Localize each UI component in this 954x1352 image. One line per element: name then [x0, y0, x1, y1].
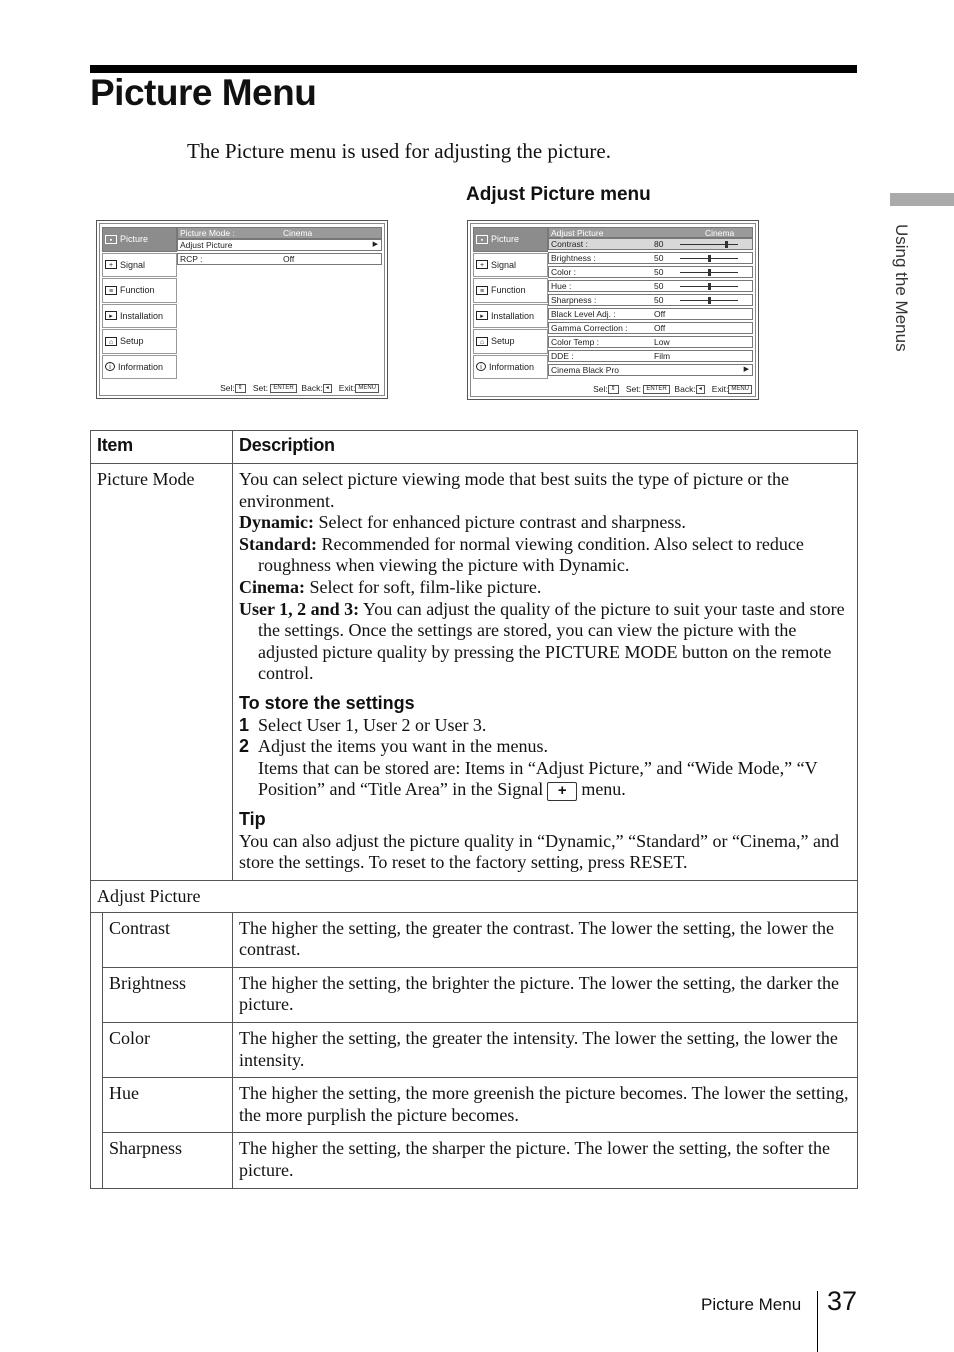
osd-menu-item-installation — [473, 304, 548, 329]
osd-menu-item-function — [102, 278, 177, 303]
osd-row-value: 50 — [654, 253, 664, 263]
osd-row-label: Hue : — [551, 281, 572, 291]
sharpness-slider — [680, 300, 738, 301]
table-row-hue — [91, 1078, 858, 1133]
mode-text: You can adjust the quality of the picture to suit your taste and store the settings. Once the settings are stored, you can view the picture with the adjusted picture quality by pressing the PICTURE MODE button on the remote control. — [258, 598, 845, 684]
table-cell-item: Color — [103, 1023, 233, 1078]
osd-row-sharpness — [548, 294, 753, 306]
table-header-row — [91, 431, 858, 464]
osd-row-label: Brightness : — [551, 253, 596, 263]
brightness-slider — [680, 258, 738, 259]
osd-menu-item-label: Signal — [120, 259, 146, 270]
osd-menu-list — [102, 227, 177, 380]
osd-row-label: Cinema Black Pro — [551, 365, 620, 375]
osd-menu-item-label: Installation — [491, 310, 535, 321]
osd-header-label: Adjust Picture — [551, 228, 604, 238]
mode-dynamic — [239, 512, 851, 534]
adjust-picture-menu-heading: Adjust Picture menu — [466, 184, 651, 205]
mode-term: Cinema: — [239, 576, 305, 597]
picture-mode-intro: You can select picture viewing mode that best suits the type of picture or the environment. — [239, 469, 790, 511]
osd-panel-header — [548, 227, 753, 238]
table-cell-description: The higher the setting, the greater the intensity. The lower the setting, the lower the intensity. — [233, 1023, 858, 1078]
mode-term: Dynamic: — [239, 512, 314, 533]
osd-menu-item-label: Installation — [120, 310, 164, 321]
osd-footer-back: Back: — [301, 382, 323, 393]
table-cell-description: The higher the setting, the sharper the picture. The lower the setting, the softer the picture. — [233, 1133, 858, 1188]
osd-row-rcp — [177, 253, 382, 265]
osd-row-dde — [548, 350, 753, 362]
setup-icon: ⌂ — [476, 337, 488, 346]
table-cell-item: Contrast — [103, 912, 233, 967]
osd-menu-item-information — [473, 355, 548, 380]
indent-cell — [91, 1133, 103, 1188]
picture-menu-table — [90, 430, 858, 1189]
osd-row-label: RCP : — [180, 254, 203, 264]
osd-row-value: 50 — [654, 281, 664, 291]
osd-row-value: 50 — [654, 267, 664, 277]
enter-key-icon: ENTER — [643, 385, 669, 394]
table-cell-description: The higher the setting, the more greenish the picture becomes. The lower the setting, the more purplish the picture becomes. — [233, 1078, 858, 1133]
mode-term: User 1, 2 and 3: — [239, 598, 360, 619]
installation-icon: ▸ — [476, 311, 488, 320]
osd-footer — [220, 383, 379, 393]
step-text — [258, 736, 851, 801]
table-cell-item: Brightness — [103, 967, 233, 1022]
footer-section-label: Picture Menu — [701, 1295, 802, 1314]
table-cell-description — [233, 464, 858, 881]
slider-knob — [708, 297, 711, 304]
osd-row-label: Picture Mode : — [180, 228, 235, 238]
osd-row-value: Off — [654, 323, 666, 333]
table-header-item: Item — [91, 431, 233, 464]
osd-footer-exit: Exit: — [711, 383, 729, 394]
mode-user — [239, 599, 851, 685]
osd-row-value: Off — [654, 309, 666, 319]
osd-row-color-temp — [548, 336, 753, 348]
chevron-right-icon: ▶ — [743, 366, 749, 373]
picture-icon: ▪ — [105, 235, 117, 244]
step-number: 2 — [239, 736, 250, 757]
slider-knob — [708, 269, 711, 276]
slider-knob — [708, 255, 711, 262]
step-main: Adjust the items you want in the menus. — [258, 736, 548, 757]
updown-icon: ⇕ — [235, 384, 246, 393]
side-tab-label: Using the Menus — [892, 224, 911, 352]
mode-term: Standard: — [239, 533, 318, 554]
step-text: Select User 1, User 2 or User 3. — [258, 714, 487, 735]
osd-menu-item-information — [102, 355, 177, 380]
osd-row-hue — [548, 280, 753, 292]
step-detail-end: menu. — [581, 779, 626, 800]
picture-icon: ▪ — [476, 235, 488, 244]
osd-menu-list — [473, 227, 548, 380]
osd-row-value: 80 — [654, 239, 664, 249]
osd-row-value: Cinema — [283, 228, 313, 238]
osd-menu-item-label: Function — [491, 285, 526, 296]
page-title: Picture Menu — [90, 72, 317, 113]
information-icon: i — [476, 362, 486, 371]
osd-menu-item-label: Function — [120, 285, 155, 296]
page-number: 37 — [827, 1286, 858, 1316]
osd-menu-item-picture — [473, 227, 548, 252]
table-row-brightness — [91, 967, 858, 1022]
table-row-picture-mode — [91, 464, 858, 881]
osd-footer-set: Set: — [625, 383, 641, 394]
installation-icon: ▸ — [105, 311, 117, 320]
mode-cinema — [239, 577, 851, 599]
tip-heading: Tip — [239, 808, 266, 829]
table-row-contrast — [91, 912, 858, 967]
osd-row-contrast — [548, 238, 753, 250]
function-icon: ≡ — [105, 286, 117, 295]
osd-menu-item-setup — [102, 329, 177, 354]
footer-divider — [817, 1291, 818, 1352]
osd-settings-panel — [548, 227, 753, 378]
menu-key-icon: MENU — [355, 384, 379, 393]
osd-row-picture-mode — [177, 227, 382, 239]
indent-cell — [91, 1023, 103, 1078]
updown-icon: ⇕ — [608, 385, 619, 394]
information-icon: i — [105, 362, 115, 371]
picture-menu-screen — [96, 220, 388, 399]
osd-settings-panel — [177, 227, 382, 267]
osd-menu-item-label: Information — [118, 361, 164, 372]
osd-menu-item-installation — [102, 304, 177, 329]
contrast-slider — [680, 244, 738, 245]
table-cell-item: Picture Mode — [91, 464, 233, 881]
osd-row-label: Contrast : — [551, 239, 588, 249]
osd-row-cinema-black-pro — [548, 364, 753, 376]
mode-text: Select for soft, film-like picture. — [305, 576, 542, 597]
table-cell-item: Sharpness — [103, 1133, 233, 1188]
signal-icon: + — [105, 260, 117, 269]
osd-footer-sel: Sel: — [220, 382, 235, 393]
osd-row-label: Adjust Picture — [180, 240, 233, 250]
adjust-picture-menu-screen — [467, 220, 759, 400]
osd-menu-item-signal — [473, 253, 548, 278]
osd-menu-item-label: Setup — [491, 336, 515, 347]
osd-menu-item-label: Setup — [120, 336, 144, 347]
signal-icon: + — [547, 782, 577, 801]
store-step-1 — [239, 715, 851, 737]
osd-footer — [593, 384, 752, 394]
mode-text: Recommended for normal viewing condition. Also select to reduce roughness when viewing the picture with Dynamic. — [258, 533, 804, 576]
osd-menu-item-label: Signal — [491, 259, 517, 270]
osd-row-label: Sharpness : — [551, 295, 597, 305]
osd-footer-exit: Exit: — [338, 382, 356, 393]
osd-footer-back: Back: — [674, 383, 696, 394]
osd-row-value: 50 — [654, 295, 664, 305]
osd-menu-item-label: Picture — [120, 234, 149, 245]
hue-slider — [680, 286, 738, 287]
osd-row-gamma — [548, 322, 753, 334]
tip-text: You can also adjust the picture quality in “Dynamic,” “Standard” or “Cinema,” and store the settings. To reset to the factory setting, press RESET. — [239, 830, 839, 873]
osd-row-label: Color : — [551, 267, 577, 277]
table-header-description: Description — [233, 431, 858, 464]
osd-row-brightness — [548, 252, 753, 264]
osd-menu-item-label: Information — [489, 361, 535, 372]
chevron-right-icon: ▶ — [372, 241, 378, 248]
table-row-adjust-picture — [91, 880, 858, 912]
setup-icon: ⌂ — [105, 337, 117, 346]
osd-menu-item-function — [473, 278, 548, 303]
osd-row-color — [548, 266, 753, 278]
mode-text: Select for enhanced picture contrast and sharpness. — [314, 512, 686, 533]
osd-header-value: Cinema — [705, 228, 735, 238]
osd-menu-item-picture — [102, 227, 177, 252]
store-step-2 — [239, 736, 851, 801]
menu-key-icon: MENU — [728, 385, 752, 394]
table-cell-description: The higher the setting, the greater the contrast. The lower the setting, the lower the contrast. — [233, 912, 858, 967]
osd-row-label: Black Level Adj. : — [551, 309, 616, 319]
indent-cell — [91, 967, 103, 1022]
signal-icon: + — [476, 260, 488, 269]
osd-row-value: Film — [654, 351, 671, 361]
osd-row-label: Color Temp : — [551, 337, 600, 347]
table-cell-item: Hue — [103, 1078, 233, 1133]
side-tab-bar — [890, 193, 954, 206]
indent-cell — [91, 912, 103, 967]
indent-cell — [91, 1078, 103, 1133]
back-key-icon: ◂ — [696, 385, 705, 394]
step-number: 1 — [239, 714, 250, 735]
osd-row-black-level — [548, 308, 753, 320]
table-row-color — [91, 1023, 858, 1078]
osd-row-value: Off — [283, 254, 295, 264]
table-cell-item: Adjust Picture — [91, 880, 858, 912]
function-icon: ≡ — [476, 286, 488, 295]
back-key-icon: ◂ — [323, 384, 332, 393]
step-detail: Items that can be stored are: Items in “Adjust Picture,” and “Wide Mode,” “V Position” and “Title Area” in the Signal — [258, 757, 818, 800]
mode-standard — [239, 534, 851, 577]
table-row-sharpness — [91, 1133, 858, 1188]
osd-menu-item-setup — [473, 329, 548, 354]
osd-menu-item-signal — [102, 253, 177, 278]
osd-footer-set: Set: — [252, 382, 268, 393]
osd-row-label: Gamma Correction : — [551, 323, 628, 333]
slider-knob — [725, 241, 728, 248]
osd-row-label: DDE : — [551, 351, 574, 361]
table-cell-description: The higher the setting, the brighter the picture. The lower the setting, the darker the picture. — [233, 967, 858, 1022]
slider-knob — [708, 283, 711, 290]
osd-row-value: Low — [654, 337, 670, 347]
intro-text: The Picture menu is used for adjusting the picture. — [187, 139, 611, 163]
color-slider — [680, 272, 738, 273]
store-settings-heading: To store the settings — [239, 692, 415, 713]
osd-footer-sel: Sel: — [593, 383, 608, 394]
osd-menu-item-label: Picture — [491, 234, 520, 245]
osd-row-adjust-picture — [177, 239, 382, 251]
enter-key-icon: ENTER — [270, 384, 296, 393]
